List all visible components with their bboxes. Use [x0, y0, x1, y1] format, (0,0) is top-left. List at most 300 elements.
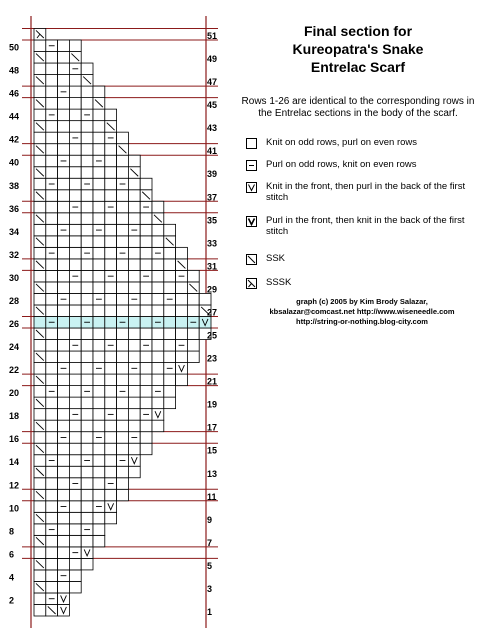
chart-cell	[105, 109, 117, 121]
row-number-right: 21	[207, 376, 218, 387]
chart-cell	[81, 512, 93, 524]
chart-cell	[34, 178, 46, 190]
chart-cell	[93, 524, 105, 536]
row-number-left: 36	[9, 203, 20, 214]
chart-cell	[187, 340, 199, 352]
chart-cell	[105, 293, 117, 305]
chart-cell	[58, 316, 70, 328]
chart-cell	[69, 98, 81, 110]
legend-item-sssk	[244, 278, 476, 298]
chart-cell	[176, 305, 188, 317]
chart-cell	[34, 432, 46, 444]
legend-item-kfb	[244, 182, 476, 216]
chart-cell	[117, 201, 129, 213]
row-number-left: 10	[9, 503, 20, 514]
chart-cell	[93, 190, 105, 202]
chart-cell	[58, 420, 70, 432]
chart-cell	[81, 443, 93, 455]
chart-cell	[46, 270, 58, 282]
chart-cell	[69, 374, 81, 386]
row-number-left: 4	[9, 572, 15, 583]
chart-cell	[93, 121, 105, 133]
chart-cell	[69, 40, 81, 52]
chart-cell	[152, 420, 164, 432]
chart-cell	[58, 178, 70, 190]
chart-cell	[117, 432, 129, 444]
chart-cell	[93, 420, 105, 432]
title-line-2: Kureopatra's Snake	[292, 41, 424, 57]
chart-cell	[46, 512, 58, 524]
chart-cell	[34, 570, 46, 582]
chart-cell	[140, 305, 152, 317]
chart-cell	[117, 305, 129, 317]
chart-cell	[140, 420, 152, 432]
chart-cell	[69, 86, 81, 98]
chart-cell	[81, 305, 93, 317]
chart-cell	[81, 259, 93, 271]
chart-cell	[93, 86, 105, 98]
row-number-left: 42	[9, 134, 20, 145]
chart-cell	[152, 397, 164, 409]
chart-cell	[46, 581, 58, 593]
chart-cell	[69, 247, 81, 259]
chart-cell	[105, 351, 117, 363]
chart-cell	[46, 63, 58, 75]
chart-cell	[81, 213, 93, 225]
chart-cell	[105, 259, 117, 271]
chart-cell	[117, 259, 129, 271]
chart-cell	[93, 144, 105, 156]
chart-cell	[93, 409, 105, 421]
chart-cell	[117, 293, 129, 305]
chart-cell	[46, 374, 58, 386]
row-number-right: 49	[207, 54, 218, 65]
chart-cell	[46, 340, 58, 352]
row-number-left: 24	[9, 342, 20, 353]
chart-cell	[93, 236, 105, 248]
chart-cell	[187, 328, 199, 340]
chart-cell	[34, 109, 46, 121]
legend-text: SSSK	[266, 277, 292, 288]
chart-cell	[58, 466, 70, 478]
chart-cell	[46, 501, 58, 513]
chart-cell	[140, 224, 152, 236]
chart-cell	[69, 328, 81, 340]
row-number-right: 35	[207, 215, 218, 226]
chart-cell	[58, 328, 70, 340]
chart-cell	[128, 236, 140, 248]
chart-cell	[93, 270, 105, 282]
chart-cell	[69, 443, 81, 455]
chart-cell	[46, 409, 58, 421]
chart-cells	[34, 28, 211, 616]
chart-cell	[69, 524, 81, 536]
title-line-1: Final section for	[303, 23, 413, 39]
chart-cell	[93, 178, 105, 190]
chart-cell	[46, 293, 58, 305]
chart-cell	[152, 224, 164, 236]
chart-cell	[46, 535, 58, 547]
chart-cell	[46, 282, 58, 294]
chart-cell	[105, 178, 117, 190]
row-number-left: 20	[9, 388, 20, 399]
chart-cell	[117, 443, 129, 455]
chart-cell	[58, 547, 70, 559]
chart-cell	[46, 201, 58, 213]
chart-cell	[34, 363, 46, 375]
chart-cell	[140, 328, 152, 340]
chart-cell	[105, 236, 117, 248]
chart-cell	[164, 247, 176, 259]
chart-cell	[81, 466, 93, 478]
chart-cell	[69, 363, 81, 375]
chart-cell	[46, 52, 58, 64]
chart-cell	[58, 259, 70, 271]
chart-cell	[58, 40, 70, 52]
chart-cell	[128, 420, 140, 432]
chart-cell	[46, 466, 58, 478]
chart-cell	[81, 270, 93, 282]
chart-cell	[93, 167, 105, 179]
chart-cell	[117, 409, 129, 421]
chart-cell	[164, 316, 176, 328]
chart-cell	[34, 409, 46, 421]
chart-cell	[105, 397, 117, 409]
chart-cell	[117, 363, 129, 375]
chart-cell	[128, 328, 140, 340]
chart-cell	[69, 316, 81, 328]
chart-cell	[128, 316, 140, 328]
legend-text: Knit on odd rows, purl on even rows	[266, 137, 418, 148]
chart-cell	[69, 501, 81, 513]
row-number-right: 51	[207, 31, 218, 41]
row-number-right: 41	[207, 146, 218, 157]
chart-cell	[93, 282, 105, 294]
chart-cell	[81, 328, 93, 340]
chart-cell	[93, 466, 105, 478]
row-number-left: 30	[9, 272, 20, 283]
chart-cell	[117, 282, 129, 294]
chart-cell	[105, 455, 117, 467]
chart-cell	[46, 547, 58, 559]
row-number-right: 5	[207, 560, 213, 571]
chart-cell	[46, 443, 58, 455]
legend-text: Purl in the front, then knit in the back of the first stitch	[266, 215, 465, 237]
chart-cell	[105, 224, 117, 236]
chart-cell	[81, 144, 93, 156]
chart-cell	[105, 489, 117, 501]
chart-cell	[140, 397, 152, 409]
chart-cell	[117, 397, 129, 409]
chart-cell	[81, 374, 93, 386]
dash-square-icon	[246, 160, 257, 171]
chart-cell	[176, 247, 188, 259]
row-number-right: 27	[207, 307, 218, 318]
chart-cell	[69, 155, 81, 167]
chart-cell	[58, 190, 70, 202]
chart-cell	[34, 247, 46, 259]
row-number-right: 45	[207, 100, 218, 111]
chart-cell	[105, 167, 117, 179]
chart-cell	[93, 259, 105, 271]
chart-cell	[105, 420, 117, 432]
chart-cell	[69, 512, 81, 524]
chart-cell	[199, 293, 211, 305]
chart-cell	[117, 489, 129, 501]
chart-cell	[117, 190, 129, 202]
chart-cell	[46, 420, 58, 432]
chart-cell	[152, 340, 164, 352]
legend-text: Knit in the front, then purl in the back of the first stitch	[266, 181, 466, 203]
chart-cell	[81, 224, 93, 236]
legend-text: SSK	[266, 253, 286, 264]
chart-cell	[152, 305, 164, 317]
row-number-right: 23	[207, 353, 218, 364]
chart-cell	[128, 213, 140, 225]
legend-text: Purl on odd rows, knit on even rows	[266, 159, 417, 170]
chart-cell	[187, 270, 199, 282]
chart-cell	[140, 443, 152, 455]
chart-cell	[69, 535, 81, 547]
chart-cell	[46, 236, 58, 248]
chart-cell	[58, 270, 70, 282]
chart-cell	[81, 132, 93, 144]
chart-cell	[152, 293, 164, 305]
chart-cell	[105, 466, 117, 478]
chart-cell	[58, 247, 70, 259]
chart-cell	[93, 328, 105, 340]
chart-cell	[81, 351, 93, 363]
chart-cell	[187, 293, 199, 305]
chart-cell	[58, 132, 70, 144]
row-number-left: 22	[9, 365, 20, 376]
chart-cell	[164, 351, 176, 363]
chart-cell	[58, 581, 70, 593]
chart-cell	[176, 328, 188, 340]
chart-cell	[81, 558, 93, 570]
chart-cell	[34, 593, 46, 605]
chart-cell	[58, 512, 70, 524]
row-number-left: 40	[9, 157, 20, 168]
chart-cell	[46, 132, 58, 144]
chart-cell	[117, 213, 129, 225]
chart-cell	[81, 501, 93, 513]
chart-cell	[69, 167, 81, 179]
row-number-left: 50	[9, 42, 20, 53]
chart-cell	[46, 86, 58, 98]
chart-cell	[128, 409, 140, 421]
chart-cell	[58, 397, 70, 409]
row-number-right: 1	[207, 607, 213, 617]
chart-cell	[128, 282, 140, 294]
chart-cell	[34, 501, 46, 513]
legend-item-pfb	[244, 216, 476, 250]
chart-cell	[81, 86, 93, 98]
intro-text: Rows 1-26 are identical to the corresponding rows in the Entrelac sections in the body of the scarf.	[241, 96, 475, 119]
chart-cell	[46, 155, 58, 167]
chart-cell	[152, 363, 164, 375]
chart-cell	[93, 201, 105, 213]
chart-cell	[34, 132, 46, 144]
v-square-icon	[246, 182, 257, 193]
row-number-right: 7	[207, 537, 213, 548]
ssk-slash-icon	[246, 254, 257, 265]
chart-cell	[128, 259, 140, 271]
chart-cell	[58, 121, 70, 133]
chart-cell	[69, 558, 81, 570]
chart-cell	[34, 604, 46, 616]
row-number-right: 29	[207, 284, 218, 295]
chart-cell	[93, 397, 105, 409]
chart-cell	[46, 397, 58, 409]
credits-url: http://string-or-nothing.blog-city.com	[296, 317, 428, 326]
row-number-right: 33	[207, 238, 218, 249]
chart-cell	[46, 121, 58, 133]
chart-cell	[176, 374, 188, 386]
row-number-left: 28	[9, 295, 20, 306]
chart-cell	[46, 305, 58, 317]
chart-cell	[81, 478, 93, 490]
chart-cell	[34, 386, 46, 398]
chart-cell	[69, 570, 81, 582]
chart-cell	[176, 351, 188, 363]
row-number-left: 48	[9, 65, 20, 76]
chart-cell	[152, 201, 164, 213]
chart-cell	[46, 98, 58, 110]
legend-item-ssk	[244, 254, 476, 278]
row-number-right: 15	[207, 445, 218, 456]
chart-cell	[69, 466, 81, 478]
chart-cell	[152, 236, 164, 248]
chart-cell	[58, 63, 70, 75]
chart-cell	[93, 535, 105, 547]
chart-cell	[46, 363, 58, 375]
chart-cell	[128, 386, 140, 398]
row-number-left: 44	[9, 111, 20, 122]
chart-cell	[46, 570, 58, 582]
chart-cell	[128, 270, 140, 282]
row-number-right: 43	[207, 123, 218, 134]
chart-cell	[69, 259, 81, 271]
chart-cell	[140, 293, 152, 305]
chart-cell	[117, 270, 129, 282]
chart-cell	[58, 535, 70, 547]
chart-cell	[93, 512, 105, 524]
chart-cell	[58, 351, 70, 363]
chart-cell	[46, 489, 58, 501]
chart-cell	[58, 144, 70, 156]
sssk-slash-icon	[246, 278, 257, 289]
chart-cell	[117, 155, 129, 167]
chart-cell	[58, 282, 70, 294]
chart-cell	[93, 386, 105, 398]
chart-cell	[93, 351, 105, 363]
chart-cell	[81, 201, 93, 213]
chart-cell	[105, 247, 117, 259]
credits	[248, 297, 476, 327]
chart-cell	[164, 224, 176, 236]
chart-cell	[81, 397, 93, 409]
row-number-right: 9	[207, 514, 213, 525]
chart-cell	[58, 409, 70, 421]
chart-cell	[69, 397, 81, 409]
chart-cell	[58, 455, 70, 467]
title-line-3: Entrelac Scarf	[310, 59, 406, 75]
chart-cell	[58, 236, 70, 248]
chart-cell	[93, 455, 105, 467]
chart-cell	[105, 155, 117, 167]
legend-item-knit	[244, 138, 476, 158]
row-number-right: 17	[207, 422, 218, 433]
chart-cell	[58, 478, 70, 490]
chart-cell	[93, 247, 105, 259]
chart-cell	[140, 259, 152, 271]
row-number-left: 32	[9, 249, 20, 260]
chart-cell	[58, 213, 70, 225]
chart-cell	[117, 351, 129, 363]
row-number-right: 31	[207, 261, 218, 272]
chart-cell	[140, 282, 152, 294]
row-number-left: 16	[9, 434, 20, 445]
chart-cell	[69, 121, 81, 133]
chart-cell	[58, 558, 70, 570]
chart-cell	[140, 236, 152, 248]
chart-cell	[187, 305, 199, 317]
chart-cell	[140, 247, 152, 259]
chart-cell	[81, 98, 93, 110]
chart-cell	[81, 535, 93, 547]
chart-cell	[176, 293, 188, 305]
chart-cell	[46, 558, 58, 570]
row-number-left: 38	[9, 180, 20, 191]
chart-cell	[93, 213, 105, 225]
row-number-left: 34	[9, 226, 20, 237]
chart-cell	[128, 190, 140, 202]
chart-cell	[128, 201, 140, 213]
chart-cell	[105, 316, 117, 328]
chart-cell	[34, 40, 46, 52]
chart-cell	[58, 75, 70, 87]
row-number-left: 14	[9, 457, 20, 468]
chart-cell	[140, 432, 152, 444]
credits-line-1: graph (c) 2005 by Kim Brody Salazar,	[296, 297, 428, 306]
chart-cell	[58, 340, 70, 352]
row-number-left: 18	[9, 411, 20, 422]
chart-cell	[105, 432, 117, 444]
row-number-left: 12	[9, 480, 20, 491]
chart-cell	[128, 305, 140, 317]
chart-cell	[128, 466, 140, 478]
chart-cell	[105, 144, 117, 156]
row-number-right: 47	[207, 77, 218, 88]
chart-cell	[105, 443, 117, 455]
chart-cell	[93, 340, 105, 352]
chart-cell	[117, 224, 129, 236]
chart-cell	[46, 190, 58, 202]
row-number-right: 19	[207, 399, 218, 410]
chart-cell	[176, 316, 188, 328]
row-number-right: 25	[207, 330, 218, 341]
v-dot-square-icon	[246, 216, 257, 227]
chart-cell	[69, 75, 81, 87]
chart-cell	[105, 305, 117, 317]
chart-cell	[69, 581, 81, 593]
chart-cell	[69, 386, 81, 398]
chart-cell	[34, 270, 46, 282]
chart-cell	[128, 340, 140, 352]
chart-cell	[164, 340, 176, 352]
chart-cell	[140, 178, 152, 190]
